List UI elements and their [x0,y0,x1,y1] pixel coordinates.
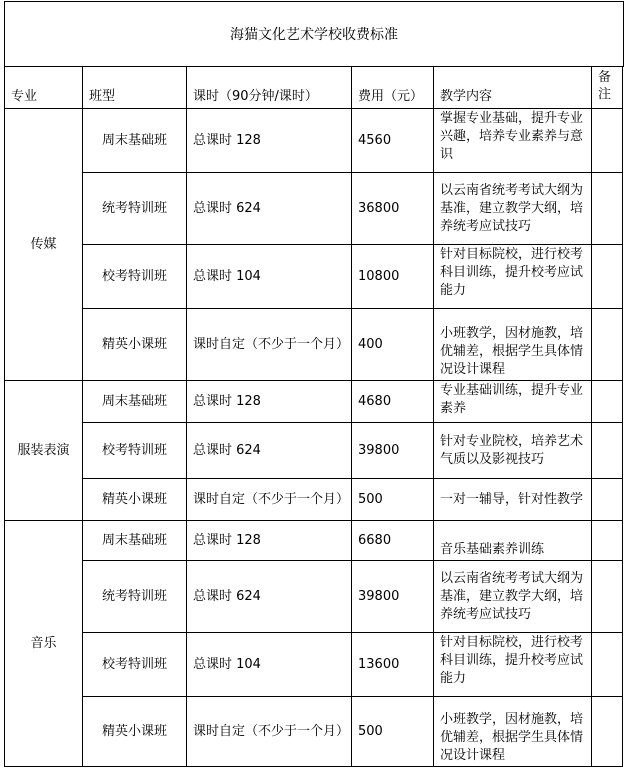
class-type-cell: 周末基础班 [83,521,187,561]
content-cell: 针对专业院校，培养艺术气质以及影视技巧 [434,423,592,479]
remark-cell [592,173,623,245]
table-row [5,633,623,697]
remark-cell [592,109,623,173]
header-row [5,67,623,109]
hours-cell: 总课时 128 [187,109,352,173]
remark-cell [592,245,623,309]
class-type-cell: 校考特训班 [83,245,187,309]
fee-cell: 13600 [352,633,434,697]
fee-cell: 500 [352,479,434,521]
fee-cell: 10800 [352,245,434,309]
content-cell: 专业基础训练，提升专业素养 [434,381,592,423]
fee-cell: 4560 [352,109,434,173]
content-cell: 针对目标院校，进行校考科目训练，提升校考应试能力 [434,633,592,697]
content-cell: 掌握专业基础，提升专业兴趣，培养专业素养与意识 [434,109,592,173]
fee-cell: 500 [352,697,434,767]
header-content: 教学内容 [434,67,592,109]
content-cell: 一对一辅导，针对性教学 [434,479,592,521]
header-class-type: 班型 [83,67,187,109]
fee-cell: 400 [352,309,434,381]
class-type-cell: 统考特训班 [83,173,187,245]
header-hours: 课时（90分钟/课时） [187,67,352,109]
class-type-cell: 周末基础班 [83,109,187,173]
fee-cell: 36800 [352,173,434,245]
fee-table [4,66,623,767]
class-type-cell: 精英小课班 [83,697,187,767]
hours-cell: 总课时 624 [187,423,352,479]
content-cell: 针对目标院校，进行校考科目训练，提升校考应试能力 [434,245,592,309]
major-cell: 服装表演 [5,381,83,521]
table-row [5,309,623,381]
hours-cell: 总课时 104 [187,245,352,309]
table-row [5,381,623,423]
remark-cell [592,423,623,479]
hours-cell: 总课时 128 [187,381,352,423]
remark-cell [592,309,623,381]
class-type-cell: 精英小课班 [83,479,187,521]
table-row [5,245,623,309]
hours-cell: 课时自定（不少于一个月） [187,309,352,381]
content-cell: 小班教学，因材施教，培优辅差，根据学生具体情况设计课程 [434,697,592,767]
hours-cell: 总课时 104 [187,633,352,697]
class-type-cell: 校考特训班 [83,423,187,479]
document-title: 海猫文化艺术学校收费标准 [4,1,624,67]
hours-cell: 总课时 128 [187,521,352,561]
class-type-cell: 精英小课班 [83,309,187,381]
major-cell: 音乐 [5,521,83,767]
hours-cell: 课时自定（不少于一个月） [187,479,352,521]
remark-cell [592,561,623,633]
fee-cell: 39800 [352,561,434,633]
table-row [5,561,623,633]
major-cell: 传媒 [5,109,83,381]
remark-cell [592,633,623,697]
content-cell: 音乐基础素养训练 [434,521,592,561]
fee-cell: 39800 [352,423,434,479]
remark-cell [592,697,623,767]
table-row [5,423,623,479]
fee-cell: 4680 [352,381,434,423]
remark-cell [592,479,623,521]
header-fee: 费用（元） [352,67,434,109]
header-remark: 备注 [592,67,623,109]
hours-cell: 总课时 624 [187,173,352,245]
table-row [5,697,623,767]
class-type-cell: 统考特训班 [83,561,187,633]
hours-cell: 总课时 624 [187,561,352,633]
remark-cell [592,381,623,423]
content-cell: 以云南省统考考试大纲为基准，建立教学大纲，培养统考应试技巧 [434,561,592,633]
content-cell: 小班教学，因材施教，培优辅差，根据学生具体情况设计课程 [434,309,592,381]
table-row [5,173,623,245]
table-row [5,521,623,561]
header-major: 专业 [5,67,83,109]
table-row [5,479,623,521]
remark-cell [592,521,623,561]
class-type-cell: 周末基础班 [83,381,187,423]
hours-cell: 课时自定（不少于一个月） [187,697,352,767]
table-row [5,109,623,173]
content-cell: 以云南省统考考试大纲为基准，建立教学大纲，培养统考应试技巧 [434,173,592,245]
fee-cell: 6680 [352,521,434,561]
class-type-cell: 校考特训班 [83,633,187,697]
